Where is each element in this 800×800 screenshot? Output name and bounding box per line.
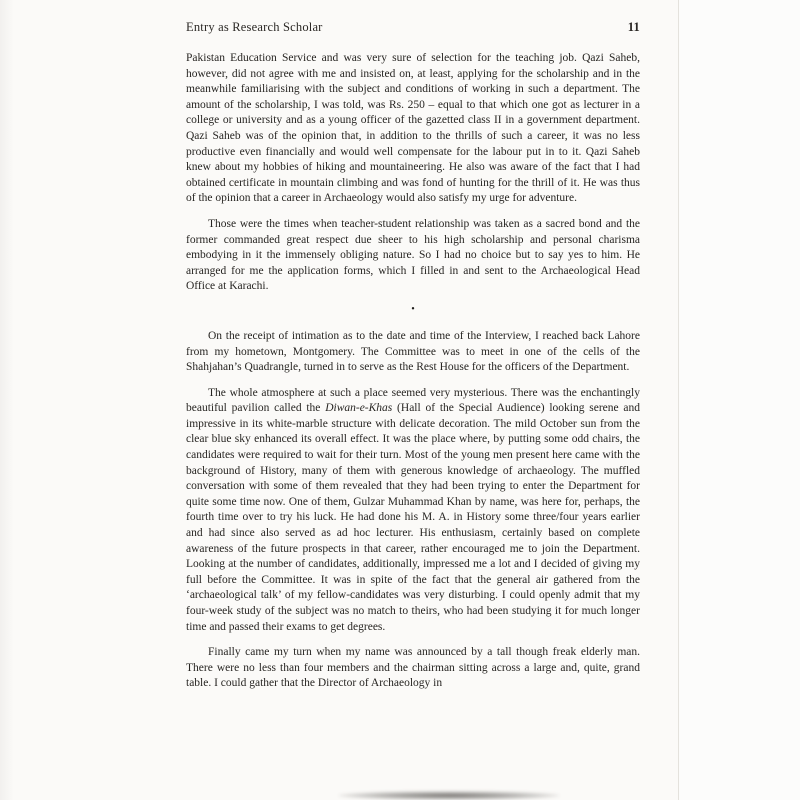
page-edge [678,0,800,800]
paragraph-5: Finally came my turn when my name was announced by a tall though freak elderly man. There were no less than four members and the chairman sitting across a large and, quite, grand table. I could gather that the Director of Archaeology in [186,646,640,690]
paragraph-1: Pakistan Education Service and was very sure of selection for the teaching job. Qazi Saheb, however, did not agree with me and insisted on, at least, applying for the scholarship and in the meanwhile familiarising with the subject and conditions of working in such a department. The amount of the scholarship, I was told, was Rs. 250 – equal to that which one got as lecturer in a college or university and as a young officer of the gazetted class II in a government department. Qazi Saheb was of the opinion that, in addition to the thrills of such a career, it was no less productive even financially and would well compensate for the labour put in to it. Qazi Saheb knew about my hobbies of hiking and mountaineering. He also was aware of the fact that I had obtained certificate in mountain climbing and was fond of hunting for the thrill of it. He was thus of the opinion that a career in Archaeology would also satisfy my urge for adventure. [186,52,640,205]
paragraph-4-italic-term: Diwan-e-Khas [325,402,393,415]
paragraph-2: Those were the times when teacher-student relationship was taken as a sacred bond and the former commanded great respect due sheer to his high scholarship and personal charisma embodying in it the immensely obliging nature. So I had no choice but to say yes to him. He arranged for me the application forms, which I filled in and sent to the Archaeological Head Office at Karachi. [186,217,640,293]
paragraph-4-text-before: The whole atmosphere at such a place seemed very mysterious. There was the enchantingly beautiful pavilion called the [186,386,640,415]
page-number: 11 [627,20,640,34]
page-header [186,20,640,35]
running-header-title: Entry as Research Scholar [186,20,323,34]
paragraph-3: On the receipt of intimation as to the date and time of the Interview, I reached back Lahore from my hometown, Montgomery. The Committee was to meet in one of the cells of the Shahjahan’s Quadrangle, turned in to serve as the Rest House for the officers of the Department. [186,329,640,374]
section-break-bullet: • [411,303,415,315]
body-text-block [186,51,640,702]
paragraph-4-text-after: (Hall of the Special Audience) looking serene and impressive in its white-marble structure with delicate decoration. The mild October sun from the clear blue sky enhanced its overall effect. It was the place where, by putting some odd chairs, the candidates were required to wait for their turn. Most of the young men present here came with the background of History, many of them with generous knowledge of archaeology. The muffled conversation with some of them revealed that they had been trying to enter the Department for quite some time now. One of them, Gulzar Muhammad Khan by name, was here for, perhaps, the fourth time over to try his luck. He had done his M. A. in History some three/four years earlier and had since also served as ad hoc lecturer. His enthusiasm, certainly based on complete awareness of the future prospects in that career, rather encouraged me to join the Department. Looking at the number of candidates, additionally, impressed me a lot and I decided of giving my full before the Committee. It was in spite of the fact that the general air gathered from the ‘archaeological talk’ of my fellow-candidates was very disturbing. I could openly admit that my four-week study of the subject was no match to theirs, who had been studying it for much longer time and passed their exams to get degrees. [186,402,640,633]
paragraph-4 [186,386,640,636]
